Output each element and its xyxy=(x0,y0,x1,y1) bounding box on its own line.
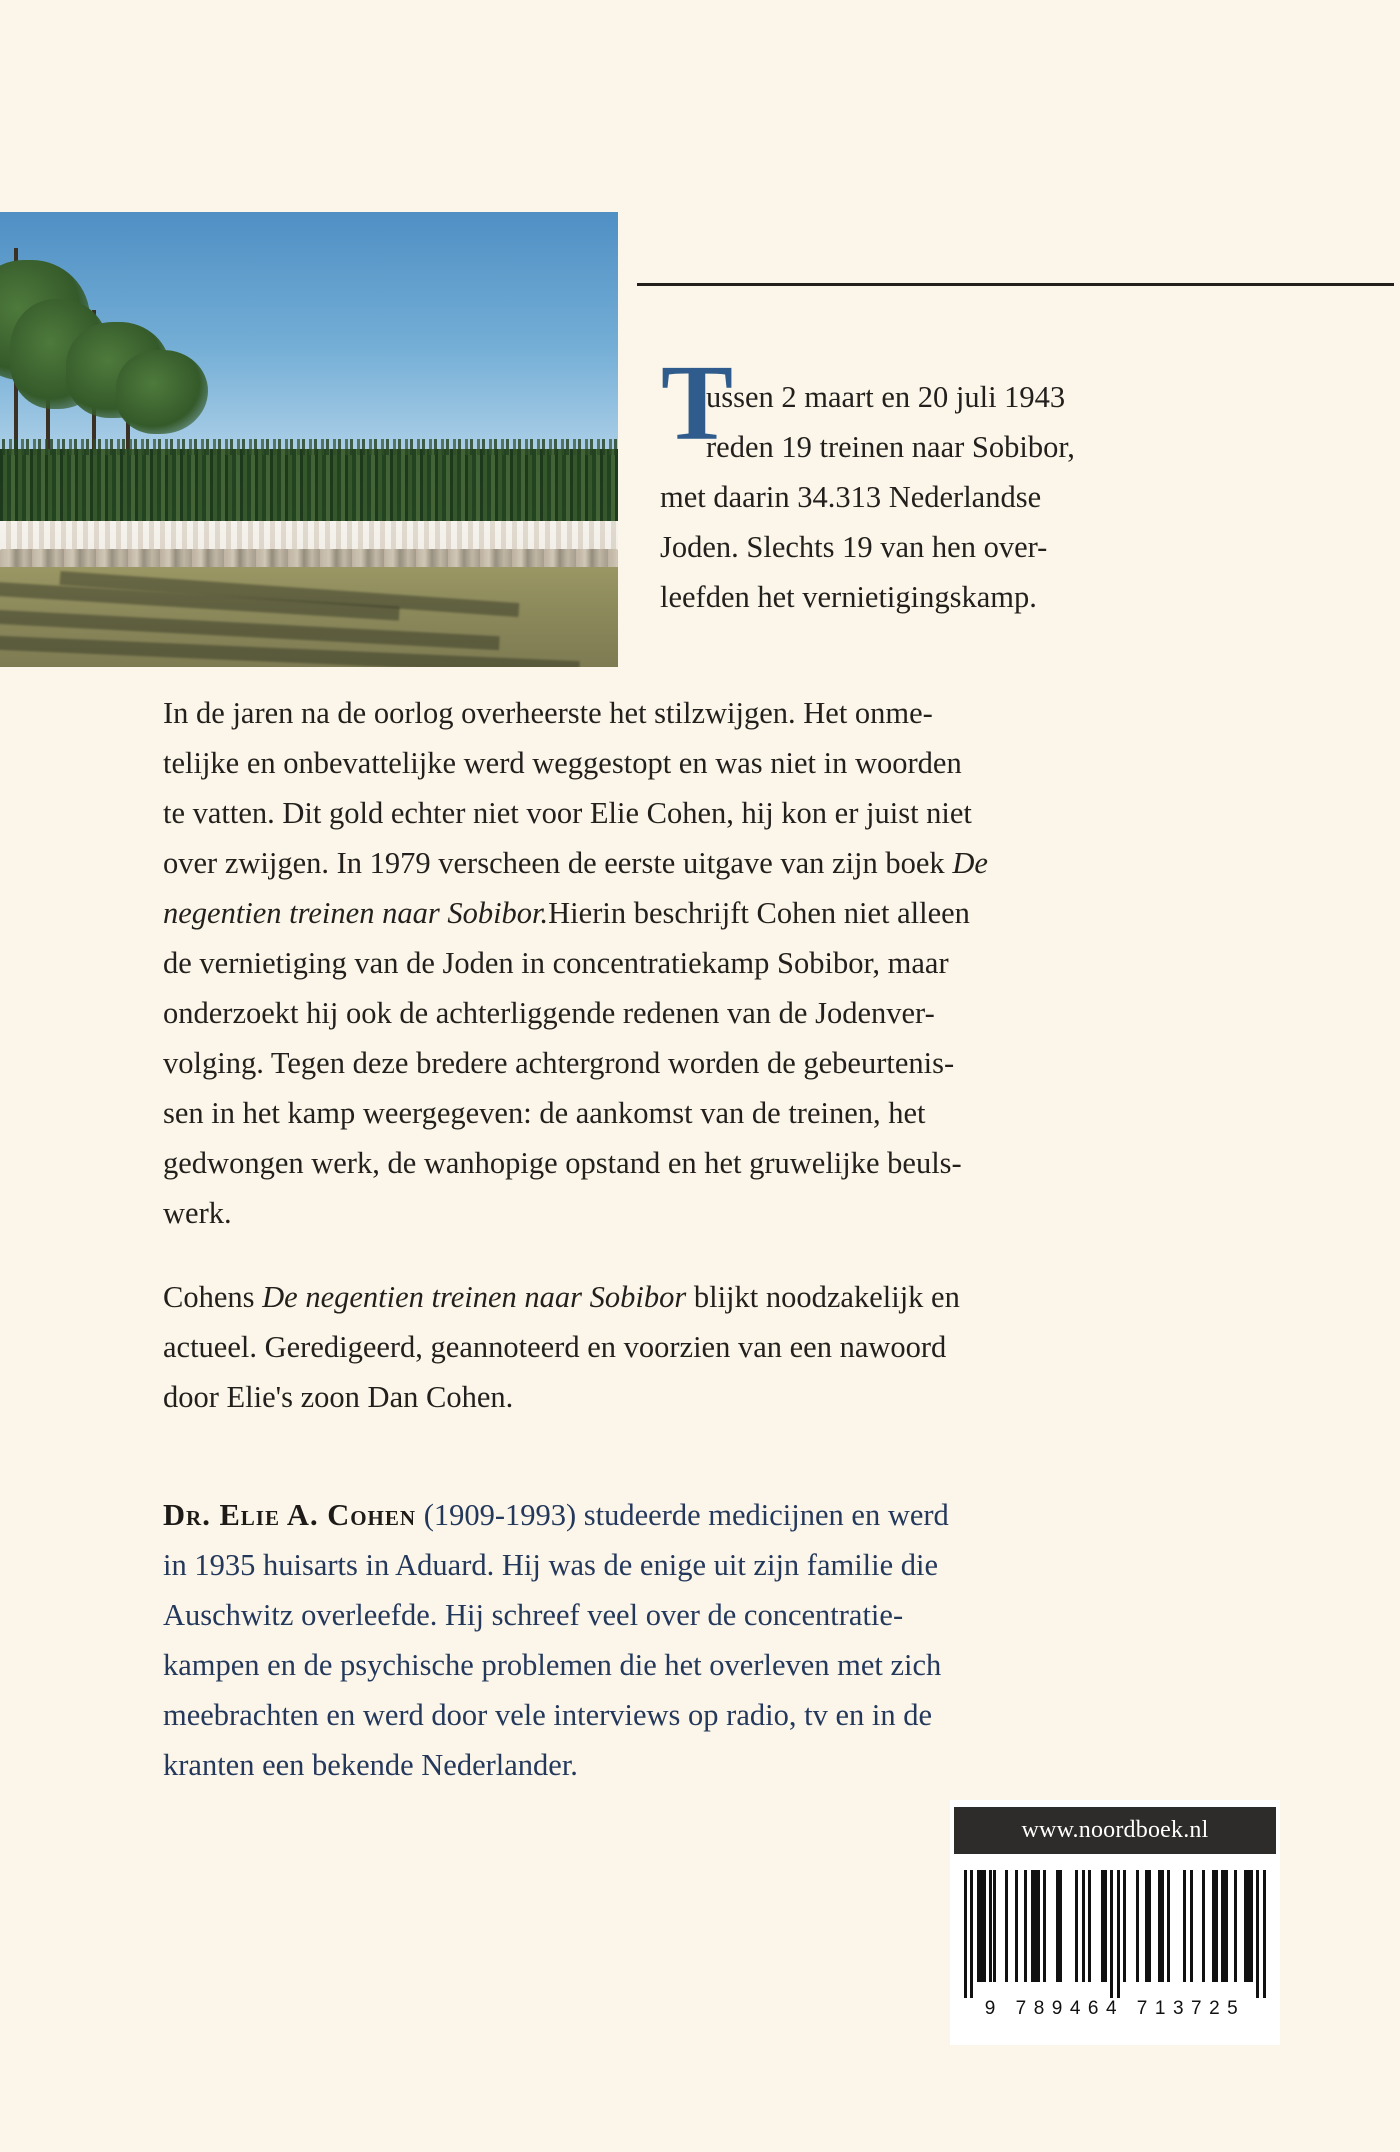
blurb-p2-line-1 xyxy=(163,1272,1208,1322)
blurb-text xyxy=(163,688,1208,1456)
blurb-p1-line-8: volging. Tegen deze bredere achtergrond worden de gebeurtenis- xyxy=(163,1046,955,1080)
intro-line-3: met daarin 34.313 Nederlandse xyxy=(660,480,1042,514)
blurb-p1-line-10: gedwongen werk, de wanhopige opstand en het gruwelijke beuls- xyxy=(163,1146,962,1180)
author-bio xyxy=(163,1490,1213,1790)
intro-line-2: reden 19 treinen naar Sobibor, xyxy=(706,430,1075,464)
publisher-barcode-block xyxy=(950,1800,1280,2045)
blurb-p1-line-9: sen in het kamp weergegeven: de aankomst van de treinen, het xyxy=(163,1096,926,1130)
blurb-p1-line-2: telijke en onbevattelijke werd weggestopt en was niet in woorden xyxy=(163,746,962,780)
blurb-p1-line-6: de vernietiging van de Joden in concentratiekamp Sobibor, maar xyxy=(163,946,949,980)
book-title-inline-start: De xyxy=(952,846,988,880)
bio-line-3: Auschwitz overleefde. Hij schreef veel over de concentratie- xyxy=(163,1598,904,1632)
publisher-website[interactable]: www.noordboek.nl xyxy=(954,1807,1276,1854)
blurb-p1-line-5-text: Hierin beschrijft Cohen niet alleen xyxy=(548,896,970,930)
bio-line-4: kampen en de psychische problemen die het overleven met zich xyxy=(163,1648,942,1682)
author-name: Dr. Elie A. Cohen xyxy=(163,1498,417,1532)
isbn-number: 9 789464 713725 xyxy=(984,1998,1246,2019)
book-title-p2: De negentien treinen naar Sobibor xyxy=(262,1280,687,1314)
bio-line-1 xyxy=(163,1490,1213,1540)
blurb-p1-line-4-text: over zwijgen. In 1979 verscheen de eerste uitgave van zijn boek xyxy=(163,846,953,880)
intro-paragraph xyxy=(660,372,1220,622)
blurb-p2-lead: Cohens xyxy=(163,1280,263,1314)
bio-line-5: meebrachten en werd door vele interviews op radio, tv en in de xyxy=(163,1698,932,1732)
blurb-p1-line-1: In de jaren na de oorlog overheerste het stilzwijgen. Het onme- xyxy=(163,696,933,730)
blurb-p1-line-11: werk. xyxy=(163,1196,232,1230)
bio-line-1-text: (1909-1993) studeerde medicijnen en werd xyxy=(416,1498,949,1532)
blurb-p1-line-5 xyxy=(163,888,1208,938)
intro-line-1: ussen 2 maart en 20 juli 1943 xyxy=(706,380,1066,414)
header-rule xyxy=(637,283,1394,286)
blurb-paragraph-2 xyxy=(163,1272,1208,1422)
blurb-paragraph-1 xyxy=(163,688,1208,1238)
bio-line-6: kranten een bekende Nederlander. xyxy=(163,1748,578,1782)
blurb-p2-line-2: actueel. Geredigeerd, geannoteerd en voorzien van een nawoord xyxy=(163,1330,947,1364)
blurb-p1-line-3: te vatten. Dit gold echter niet voor Elie Cohen, hij kon er juist niet xyxy=(163,796,972,830)
blurb-p1-line-4 xyxy=(163,838,1208,888)
drop-cap-letter: T xyxy=(661,344,732,463)
blurb-p2-line-3: door Elie's zoon Dan Cohen. xyxy=(163,1380,514,1414)
bio-line-2: in 1935 huisarts in Aduard. Hij was de enige uit zijn familie die xyxy=(163,1548,939,1582)
blurb-p2-tail: blijkt noodzakelijk en xyxy=(686,1280,960,1314)
intro-line-5: leefden het vernietigingskamp. xyxy=(660,580,1037,614)
intro-line-4: Joden. Slechts 19 van hen over- xyxy=(660,530,1048,564)
book-title-inline-end: negentien treinen naar Sobibor. xyxy=(163,896,549,930)
cover-photo xyxy=(0,212,618,667)
blurb-p1-line-7: onderzoekt hij ook de achterliggende redenen van de Jodenver- xyxy=(163,996,935,1030)
isbn-barcode xyxy=(964,1870,1266,1998)
photo-grass-foreground xyxy=(0,567,618,667)
